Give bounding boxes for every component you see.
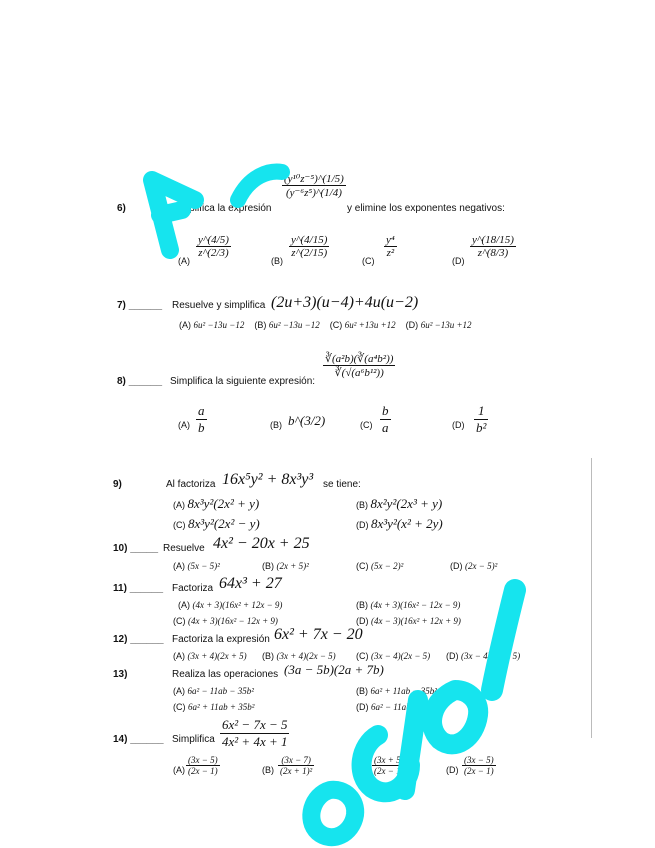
q9-option-c-label: (C) bbox=[173, 520, 186, 530]
q10-option-b bbox=[262, 561, 309, 571]
q12-option-b bbox=[262, 651, 336, 661]
q11-option-c-text: (4x + 3)(16x² − 12x + 9) bbox=[188, 616, 278, 626]
q6-option-c-den: z² bbox=[386, 247, 395, 259]
q14-option-b-label: (B) bbox=[262, 765, 274, 775]
q9-option-d-text: 8x³y²(x² + 2y) bbox=[371, 516, 443, 531]
q7-option-d: 6u² −13u +12 bbox=[420, 320, 472, 330]
q6-option-c-num: y⁴ bbox=[386, 234, 395, 246]
q8-option-a bbox=[196, 403, 207, 436]
q6-option-b-num: y^(4/15) bbox=[291, 234, 328, 246]
q13-stem: Realiza las operaciones bbox=[172, 669, 279, 680]
q14-expression bbox=[220, 717, 289, 750]
q8-stem: Simplifica la siguiente expresión: bbox=[170, 376, 316, 387]
q7-stem: Resuelve y simplifica bbox=[172, 300, 266, 311]
q11-option-a bbox=[178, 600, 282, 610]
q12-blank: ______ bbox=[130, 634, 164, 645]
q14-option-d-label: (D) bbox=[446, 765, 459, 775]
q13-option-b bbox=[356, 686, 437, 696]
q6-option-d bbox=[470, 234, 516, 259]
q6-option-d-den: z^(8/3) bbox=[477, 247, 509, 259]
q9-expression: 16x⁵y² + 8x³y³ bbox=[222, 471, 314, 488]
q13-option-b-label: (B) bbox=[356, 686, 368, 696]
q14-option-c-num: (3x + 5) bbox=[374, 755, 404, 765]
q14-option-d bbox=[462, 755, 496, 776]
q10-number bbox=[113, 543, 158, 554]
q7-option-a-label: (A) bbox=[179, 320, 191, 330]
q11-option-d-text: (4x − 3)(16x² + 12x + 9) bbox=[371, 616, 461, 626]
q7-number bbox=[117, 300, 162, 311]
q13-option-d-text: 6a² − 11ab + 35b² bbox=[371, 702, 438, 712]
q9-option-d bbox=[356, 516, 443, 532]
q14-option-c bbox=[372, 755, 406, 776]
q13-option-d bbox=[356, 702, 437, 712]
q9-option-a-label: (A) bbox=[173, 500, 185, 510]
q8-option-a-den: b bbox=[198, 420, 205, 435]
q11-num-text: 11) bbox=[113, 583, 127, 594]
q14-num-text: 14) bbox=[113, 734, 128, 745]
q14-option-b-num: (3x − 7) bbox=[278, 755, 314, 766]
q12-stem: Factoriza la expresión bbox=[172, 634, 270, 645]
q10-option-c bbox=[356, 561, 403, 571]
q10-stem: Resuelve bbox=[163, 543, 205, 554]
q12-option-a-text: (3x + 4)(2x + 5) bbox=[187, 651, 247, 661]
q7-num-text: 7) bbox=[117, 300, 126, 311]
q10-option-a bbox=[173, 561, 220, 571]
q6-expression bbox=[282, 172, 346, 199]
page-edge-line bbox=[591, 458, 592, 738]
q14-option-a-den: (2x − 1) bbox=[188, 766, 218, 776]
q13-number: 13) bbox=[113, 669, 128, 680]
q9-option-c bbox=[173, 516, 260, 532]
q14-expr-denominator: 4x² + 4x + 1 bbox=[222, 734, 288, 749]
q8-option-a-label: (A) bbox=[178, 420, 190, 430]
q11-option-b-text: (4x + 3)(16x² − 12x − 9) bbox=[370, 600, 461, 610]
q6-option-b bbox=[289, 234, 329, 259]
q12-option-d bbox=[446, 651, 520, 661]
q12-option-c bbox=[356, 651, 430, 661]
q6-option-a bbox=[196, 234, 231, 259]
q6-option-d-label: (D) bbox=[452, 256, 465, 266]
q6-option-d-num: y^(18/15) bbox=[472, 234, 514, 246]
q8-expr-numerator: ∛(a²b)(∛(a⁴b²)) bbox=[325, 353, 394, 365]
q11-option-a-text: (4x + 3)(16x² + 12x − 9) bbox=[192, 600, 283, 610]
q14-option-a bbox=[186, 755, 220, 776]
q12-option-d-text: (3x − 4)(2x + 5) bbox=[461, 651, 521, 661]
q9-option-a-text: 8x³y²(2x² + y) bbox=[187, 496, 260, 511]
q8-num-text: 8) bbox=[117, 376, 126, 387]
q8-option-c-num: b bbox=[382, 403, 389, 418]
q12-expression: 6x² + 7x − 20 bbox=[274, 626, 363, 643]
q12-option-c-text: (3x − 4)(2x − 5) bbox=[371, 651, 431, 661]
q14-option-b bbox=[278, 755, 314, 776]
q8-option-d-den: b² bbox=[476, 420, 487, 435]
q13-option-c-text: 6a² + 11ab + 35b² bbox=[188, 702, 255, 712]
q7-option-b-label: (B) bbox=[254, 320, 267, 330]
q10-option-a-text: (5x − 5)² bbox=[187, 561, 220, 571]
q7-option-c: 6u² +13u +12 bbox=[344, 320, 396, 330]
q8-option-c bbox=[380, 403, 391, 436]
q9-option-a bbox=[173, 496, 259, 512]
q11-option-c bbox=[173, 616, 278, 626]
q7-expression: (2u+3)(u−4)+4u(u−2) bbox=[271, 294, 419, 311]
q8-expression bbox=[323, 352, 395, 379]
q6-number: 6) bbox=[117, 203, 126, 214]
q13-option-a-label: (A) bbox=[173, 686, 185, 696]
q10-option-b-text: (2x + 5)² bbox=[276, 561, 309, 571]
q11-option-b-label: (B) bbox=[356, 600, 368, 610]
q13-option-c bbox=[173, 702, 254, 712]
q11-expression: 64x³ + 27 bbox=[219, 575, 282, 592]
q9-option-b bbox=[356, 496, 442, 512]
q7-blank: ______ bbox=[128, 300, 163, 311]
q14-option-d-num: (3x − 5) bbox=[464, 755, 494, 765]
q7-option-c-label: (C) bbox=[329, 320, 343, 330]
q6-expr-numerator: (y¹⁰z⁻⁵)^(1/5) bbox=[284, 173, 344, 185]
q11-option-a-label: (A) bbox=[178, 600, 190, 610]
q13-option-a-text: 6a² − 11ab − 35b² bbox=[187, 686, 254, 696]
q6-option-b-den: z^(2/15) bbox=[291, 247, 328, 259]
q11-option-b bbox=[356, 600, 460, 610]
q6-stem: Simplifica la expresión bbox=[172, 203, 272, 214]
q10-expression: 4x² − 20x + 25 bbox=[213, 535, 310, 552]
q14-option-d-den: (2x − 1) bbox=[464, 766, 494, 776]
q7-options bbox=[179, 320, 472, 330]
q10-option-c-text: (5x − 2)² bbox=[371, 561, 404, 571]
q9-option-d-label: (D) bbox=[356, 520, 369, 530]
q9-tail: se tiene: bbox=[323, 479, 361, 490]
q6-option-b-label: (B) bbox=[271, 256, 283, 266]
q8-option-d bbox=[474, 403, 488, 436]
q12-option-b-label: (B) bbox=[262, 651, 274, 661]
q8-option-c-label: (C) bbox=[360, 420, 373, 430]
q14-option-a-num: (3x − 5) bbox=[188, 755, 218, 765]
q9-option-c-text: 8x³y²(2x² − y) bbox=[188, 516, 260, 531]
q7-option-b: 6u² −13u −12 bbox=[268, 320, 320, 330]
q9-number: 9) bbox=[113, 479, 122, 490]
q12-option-c-label: (C) bbox=[356, 651, 369, 661]
q12-num-text: 12) bbox=[113, 634, 128, 645]
q11-option-c-label: (C) bbox=[173, 616, 186, 626]
q12-option-a bbox=[173, 651, 247, 661]
q13-option-d-label: (D) bbox=[356, 702, 369, 712]
q9-stem: Al factoriza bbox=[166, 479, 216, 490]
q14-number bbox=[113, 734, 164, 745]
q11-number bbox=[113, 583, 163, 594]
q11-blank: ______ bbox=[129, 583, 164, 594]
q14-blank: ______ bbox=[130, 734, 164, 745]
q8-option-a-num: a bbox=[198, 403, 205, 418]
q14-option-c-label: (C) bbox=[356, 765, 369, 775]
q14-option-a-label: (A) bbox=[173, 765, 185, 775]
q8-blank: ______ bbox=[128, 376, 163, 387]
q6-option-a-den: z^(2/3) bbox=[198, 247, 229, 259]
q10-option-d-label: (D) bbox=[450, 561, 463, 571]
q10-num-text: 10) bbox=[113, 543, 128, 554]
q6-option-c bbox=[384, 234, 397, 259]
q8-expr-denominator: ∛(√(a⁶b¹²)) bbox=[334, 367, 384, 379]
q8-number bbox=[117, 376, 162, 387]
q10-option-c-label: (C) bbox=[356, 561, 369, 571]
q11-option-d bbox=[356, 616, 461, 626]
q9-option-b-label: (B) bbox=[356, 500, 368, 510]
q6-option-a-num: y^(4/5) bbox=[198, 234, 229, 246]
q10-blank: _____ bbox=[130, 543, 159, 554]
q6-tail: y elimine los exponentes negativos: bbox=[347, 203, 505, 214]
q10-option-a-label: (A) bbox=[173, 561, 185, 571]
q8-option-b-label: (B) bbox=[270, 420, 282, 430]
q11-stem: Factoriza bbox=[172, 583, 214, 594]
q8-option-d-num: 1 bbox=[474, 403, 488, 420]
q12-option-d-label: (D) bbox=[446, 651, 459, 661]
q13-expression: (3a − 5b)(2a + 7b) bbox=[284, 662, 384, 677]
q12-option-b-text: (3x + 4)(2x − 5) bbox=[276, 651, 336, 661]
q14-option-c-den: (2x − 1) bbox=[374, 766, 404, 776]
q14-stem: Simplifica bbox=[172, 734, 215, 745]
q12-number bbox=[113, 634, 164, 645]
q8-option-b: b^(3/2) bbox=[288, 413, 326, 428]
q13-option-c-label: (C) bbox=[173, 702, 186, 712]
q6-expr-denominator: (y⁻⁶z⁵)^(1/4) bbox=[285, 187, 342, 199]
q7-option-d-label: (D) bbox=[405, 320, 419, 330]
q14-expr-numerator: 6x² − 7x − 5 bbox=[222, 717, 288, 732]
q10-option-d bbox=[450, 561, 497, 571]
q10-option-b-label: (B) bbox=[262, 561, 274, 571]
q8-option-d-label: (D) bbox=[452, 420, 465, 430]
q11-option-d-label: (D) bbox=[356, 616, 369, 626]
q8-option-c-den: a bbox=[382, 420, 389, 435]
q13-option-a bbox=[173, 686, 254, 696]
q13-option-b-text: 6a² + 11ab − 35b² bbox=[370, 686, 437, 696]
q6-option-a-label: (A) bbox=[178, 256, 190, 266]
q6-option-c-label: (C) bbox=[362, 256, 375, 266]
q12-option-a-label: (A) bbox=[173, 651, 185, 661]
q9-option-b-text: 8x²y²(2x³ + y) bbox=[370, 496, 443, 511]
q14-option-b-den: (2x + 1)² bbox=[280, 766, 313, 776]
q10-option-d-text: (2x − 5)² bbox=[465, 561, 498, 571]
q7-option-a: 6u² −13u −12 bbox=[193, 320, 245, 330]
